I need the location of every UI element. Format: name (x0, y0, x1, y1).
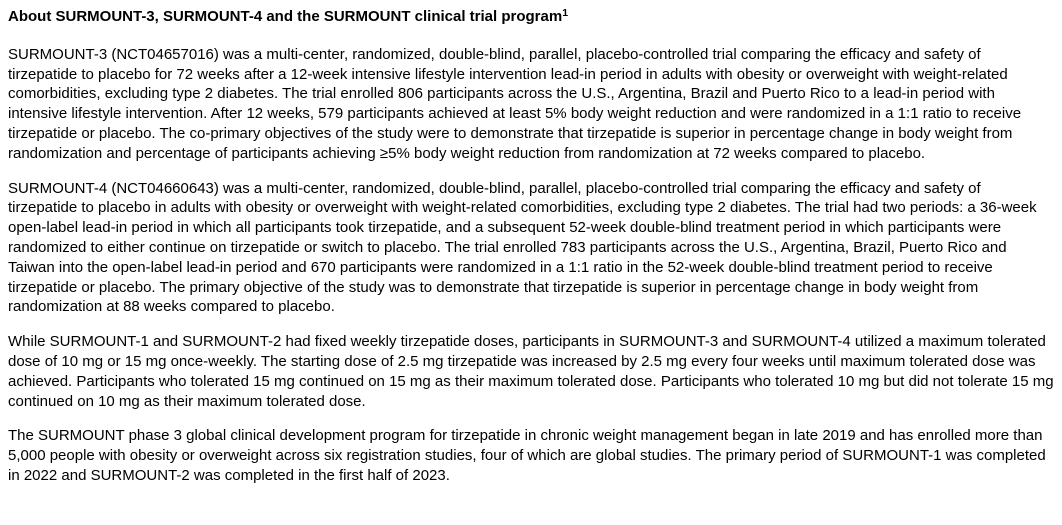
heading-footnote-marker: 1 (562, 7, 569, 20)
paragraph-dosing-details: While SURMOUNT-1 and SURMOUNT-2 had fixed weekly tirzepatide doses, participants in SURMOUNT-3 and SURMOUNT-4 utilized a maximum tolerated dose of 10 mg or 15 mg once-weekly. The starting dose of 2.5 mg tirzepatide was increased by 2.5 mg every four weeks until maximum tolerated dose was achieved. Participants who tolerated 15 mg continued on 15 mg as their maximum tolerated dose. Participants who tolerated 10 mg but did not tolerate 15 mg continued on 10 mg as their maximum tolerated dose. (8, 333, 1054, 410)
heading-text: About SURMOUNT-3, SURMOUNT-4 and the SURMOUNT clinical trial program (8, 8, 563, 25)
paragraph-program-overview: The SURMOUNT phase 3 global clinical development program for tirzepatide in chronic weight management began in late 2019 and has enrolled more than 5,000 people with obesity or overweight across six registration studies, four of which are global studies. The primary period of SURMOUNT-1 was completed in 2022 and SURMOUNT-2 was completed in the first half of 2023. (8, 427, 1046, 484)
document-heading (8, 7, 1054, 27)
paragraph-surmount-4-description: SURMOUNT-4 (NCT04660643) was a multi-center, randomized, double-blind, parallel, placebo-controlled trial comparing the efficacy and safety of tirzepatide to placebo in adults with obesity or overweight with weight-related comorbidities, excluding type 2 diabetes. The trial had two periods: a 36-week open-label lead-in period in which all participants took tirzepatide, and a subsequent 52-week double-blind treatment period in which participants were randomized to either continue on tirzepatide or switch to placebo. The trial enrolled 783 participants across the U.S., Argentina, Brazil, Puerto Rico and Taiwan into the open-label lead-in period and 670 participants were randomized in a 1:1 ratio in the 52-week double-blind treatment period to receive tirzepatide or placebo. The primary objective of the study was to demonstrate that tirzepatide is superior in percentage change in body weight from randomization at 88 weeks compared to placebo. (8, 179, 1037, 316)
paragraph-surmount-3-description: SURMOUNT-3 (NCT04657016) was a multi-center, randomized, double-blind, parallel, placebo-controlled trial comparing the efficacy and safety of tirzepatide to placebo for 72 weeks after a 12-week intensive lifestyle intervention lead-in period in adults with obesity or overweight with weight-related comorbidities, excluding type 2 diabetes. The trial enrolled 806 participants across the U.S., Argentina, Brazil and Puerto Rico to a lead-in period with intensive lifestyle intervention. After 12 weeks, 579 participants achieved at least 5% body weight reduction and were randomized in a 1:1 ratio to receive tirzepatide or placebo. The co-primary objectives of the study were to demonstrate that tirzepatide is superior in percentage change in body weight from randomization and percentage of participants achieving ≥5% body weight reduction from randomization at 72 weeks compared to placebo. (8, 45, 1022, 162)
